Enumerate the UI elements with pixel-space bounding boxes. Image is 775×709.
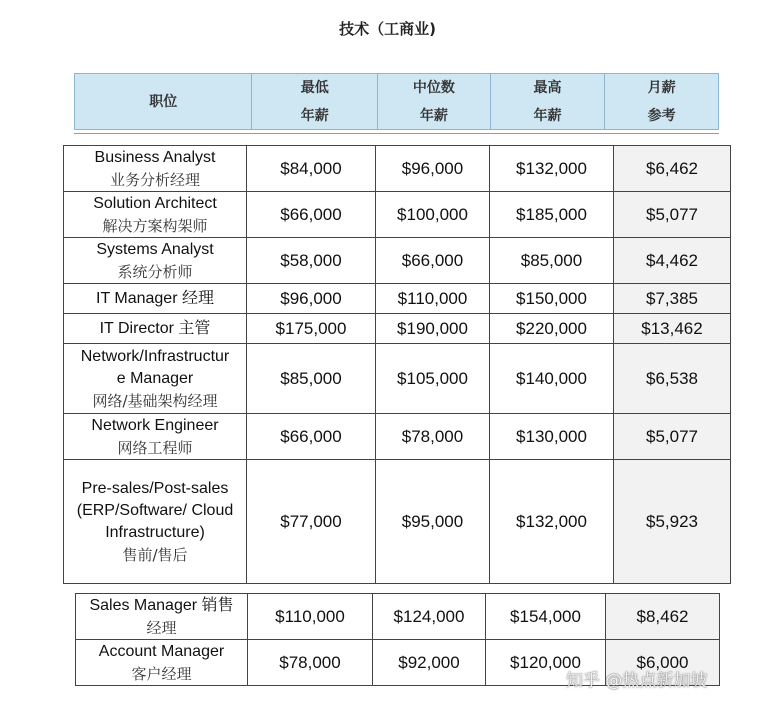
median-salary-cell: $124,000 — [373, 594, 486, 640]
max-salary-cell: $85,000 — [490, 238, 614, 284]
monthly-salary-cell: $4,462 — [614, 238, 731, 284]
position-title-en: Pre-sales/Post-sales — [81, 479, 229, 497]
position-cell — [76, 594, 248, 640]
monthly-salary-cell: $13,462 — [614, 314, 731, 344]
position-title-en: Network Engineer — [91, 416, 219, 434]
median-salary-cell: $190,000 — [376, 314, 490, 344]
median-salary-cell: $110,000 — [376, 284, 490, 314]
table-row — [76, 594, 720, 640]
position-cell — [64, 284, 247, 314]
position-title-cn: 网络/基础架构经理 — [92, 391, 218, 410]
position-title-cn: 业务分析经理 — [109, 170, 200, 189]
position-cell — [64, 460, 247, 584]
monthly-salary-cell: $5,923 — [614, 460, 731, 584]
position-title-cn: 客户经理 — [131, 664, 192, 683]
max-salary-cell: $132,000 — [490, 460, 614, 584]
position-title-en: Business Analyst — [94, 148, 216, 166]
min-salary-cell: $85,000 — [247, 344, 376, 414]
header-divider — [74, 133, 719, 134]
median-salary-cell: $66,000 — [376, 238, 490, 284]
median-salary-cell: $100,000 — [376, 192, 490, 238]
position-cell — [64, 192, 247, 238]
position-title-en: Solution Architect — [93, 194, 217, 212]
position-cell — [64, 414, 247, 460]
position-cell — [64, 146, 247, 192]
table-row — [64, 238, 731, 284]
monthly-salary-cell: $6,000 — [606, 640, 720, 686]
table-header — [74, 73, 719, 130]
min-salary-cell: $84,000 — [247, 146, 376, 192]
watermark: 知乎 @热点新加坡 — [566, 671, 708, 691]
max-salary-cell: $120,000 — [486, 640, 606, 686]
max-salary-cell: $150,000 — [490, 284, 614, 314]
monthly-salary-cell: $5,077 — [614, 192, 731, 238]
position-title-cn: 售前/售后 — [122, 545, 188, 564]
monthly-salary-cell: $6,462 — [614, 146, 731, 192]
min-salary-cell: $77,000 — [247, 460, 376, 584]
min-salary-cell: $175,000 — [247, 314, 376, 344]
table-row — [64, 344, 731, 414]
position-cell — [64, 344, 247, 414]
median-salary-cell: $105,000 — [376, 344, 490, 414]
position-cell — [64, 314, 247, 344]
position-title-cn: 解决方案构架师 — [102, 216, 208, 235]
monthly-salary-cell: $5,077 — [614, 414, 731, 460]
max-salary-cell: $130,000 — [490, 414, 614, 460]
table-row — [64, 314, 731, 344]
max-salary-cell: $154,000 — [486, 594, 606, 640]
min-salary-cell: $58,000 — [247, 238, 376, 284]
position-title-en: IT Director 主管 — [99, 319, 211, 337]
max-salary-cell: $220,000 — [490, 314, 614, 344]
header-min-salary: 最低 年薪 — [252, 74, 378, 129]
position-title-cn: 网络工程师 — [117, 438, 193, 457]
position-cell — [76, 640, 248, 686]
header-median-salary: 中位数 年薪 — [378, 74, 491, 129]
max-salary-cell: $185,000 — [490, 192, 614, 238]
table-row — [64, 284, 731, 314]
position-title-cn: 经理 — [146, 618, 177, 637]
min-salary-cell: $96,000 — [247, 284, 376, 314]
table-row — [64, 414, 731, 460]
monthly-salary-cell: $7,385 — [614, 284, 731, 314]
position-title-en: Sales Manager 销售 — [89, 596, 234, 614]
monthly-salary-cell: $6,538 — [614, 344, 731, 414]
position-title-cn: 系统分析师 — [117, 262, 193, 281]
position-title-en: Network/Infrastructur — [80, 347, 230, 365]
position-title-en: IT Manager 经理 — [96, 289, 214, 307]
position-title-en: e Manager — [116, 369, 194, 387]
min-salary-cell: $66,000 — [247, 192, 376, 238]
position-title-en: Systems Analyst — [96, 240, 214, 258]
median-salary-cell: $92,000 — [373, 640, 486, 686]
max-salary-cell: $132,000 — [490, 146, 614, 192]
header-max-salary: 最高 年薪 — [491, 74, 606, 129]
monthly-salary-cell: $8,462 — [606, 594, 720, 640]
page-title: 技术（工商业) — [339, 20, 436, 38]
min-salary-cell: $78,000 — [248, 640, 373, 686]
median-salary-cell: $95,000 — [376, 460, 490, 584]
min-salary-cell: $66,000 — [247, 414, 376, 460]
salary-table — [63, 145, 731, 584]
position-title-en: Account Manager — [98, 642, 225, 660]
header-position: 职位 — [75, 74, 252, 129]
table-row — [64, 146, 731, 192]
median-salary-cell: $78,000 — [376, 414, 490, 460]
max-salary-cell: $140,000 — [490, 344, 614, 414]
table-row — [64, 192, 731, 238]
table-row — [64, 460, 731, 584]
min-salary-cell: $110,000 — [248, 594, 373, 640]
median-salary-cell: $96,000 — [376, 146, 490, 192]
position-title-en: Infrastructure) — [105, 523, 205, 541]
position-title-en: (ERP/Software/ Cloud — [76, 501, 234, 519]
position-cell — [64, 238, 247, 284]
header-monthly-salary: 月薪 参考 — [605, 74, 718, 129]
